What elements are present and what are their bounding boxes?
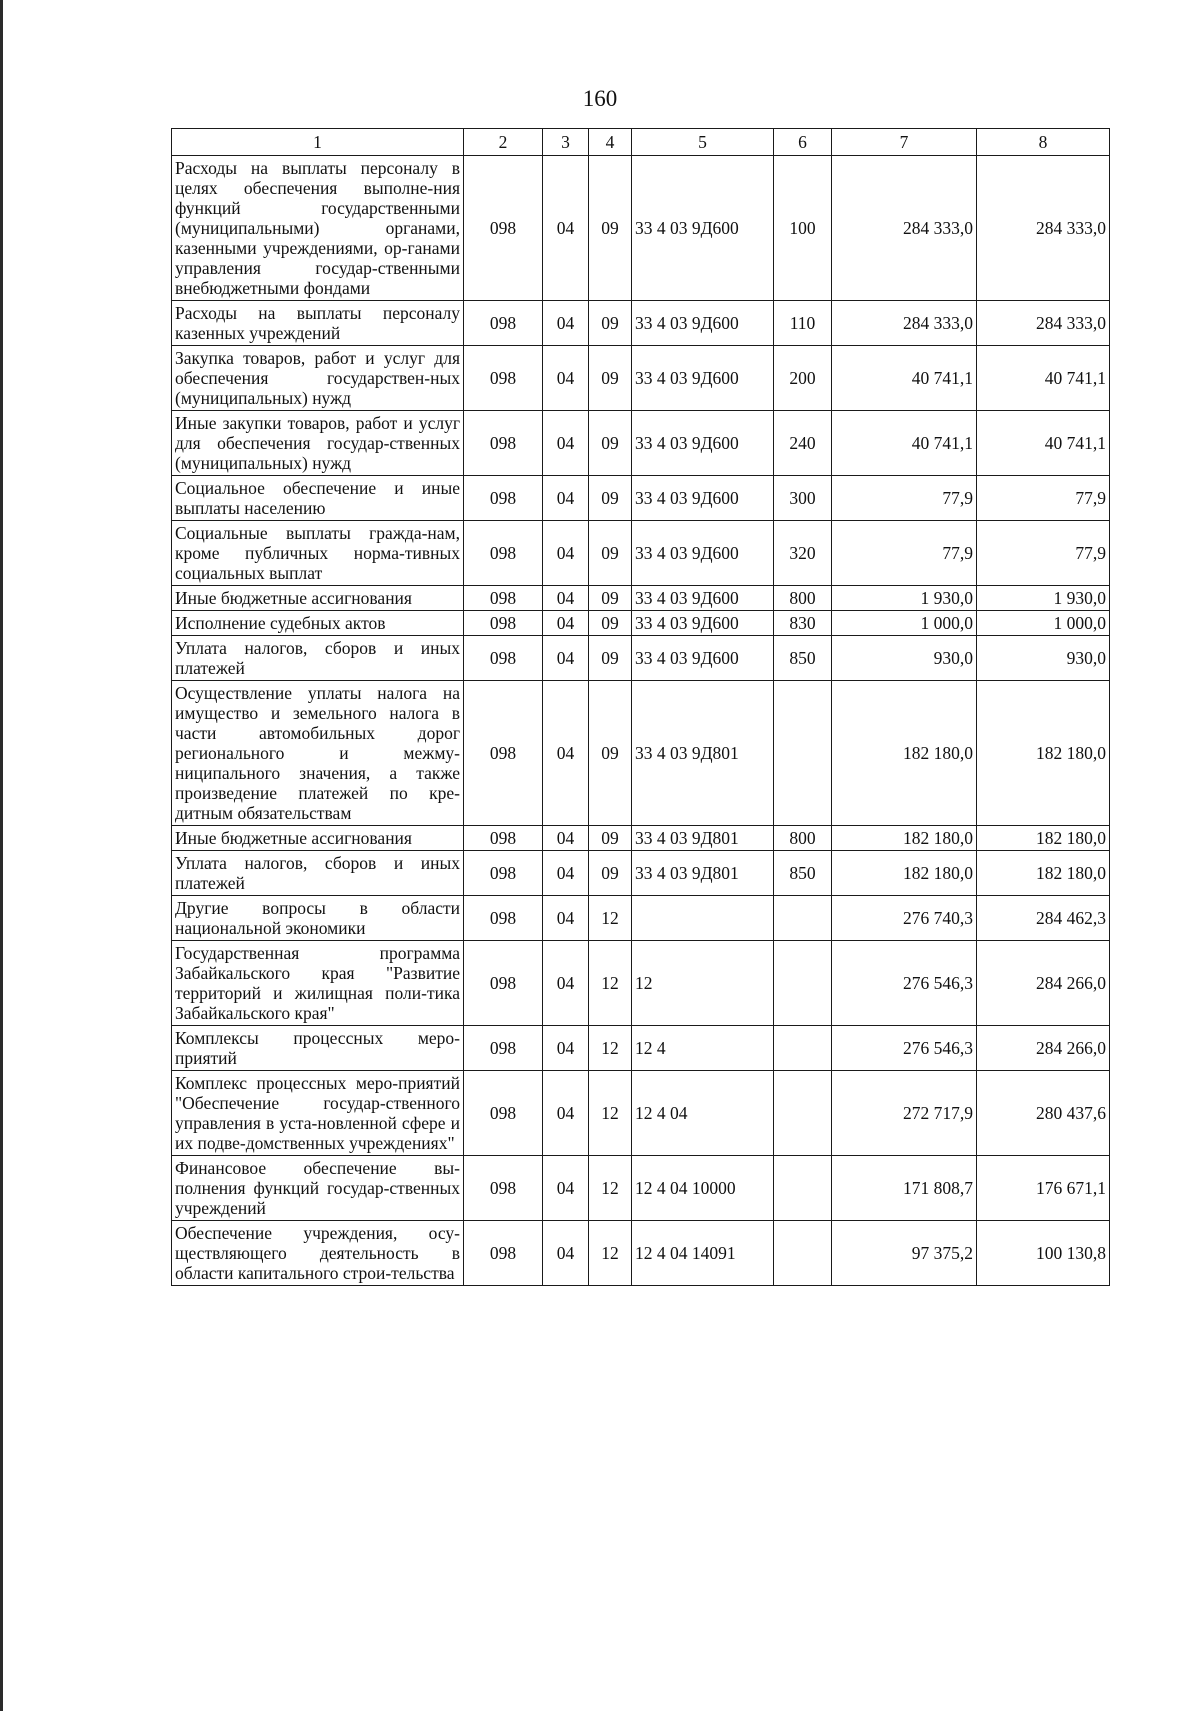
- subsection-code-cell: 12: [589, 1156, 632, 1221]
- budget-table: [171, 128, 1110, 1286]
- amount-year2-cell: 182 180,0: [977, 851, 1110, 896]
- subsection-code-cell: 12: [589, 941, 632, 1026]
- table-row: [172, 636, 1110, 681]
- subsection-code-cell: 12: [589, 1071, 632, 1156]
- grbs-code-cell: 098: [464, 896, 543, 941]
- amount-year2-cell: 176 671,1: [977, 1156, 1110, 1221]
- grbs-code-cell: 098: [464, 156, 543, 301]
- expense-type-cell: [774, 1156, 832, 1221]
- amount-year1-cell: 1 930,0: [832, 586, 977, 611]
- subsection-code-cell: 09: [589, 346, 632, 411]
- expense-type-cell: [774, 896, 832, 941]
- subsection-code-cell: 09: [589, 826, 632, 851]
- expense-name-cell: Исполнение судебных актов: [172, 611, 464, 636]
- column-header: 5: [632, 129, 774, 156]
- expense-type-cell: 320: [774, 521, 832, 586]
- grbs-code-cell: 098: [464, 476, 543, 521]
- subsection-code-cell: 09: [589, 301, 632, 346]
- amount-year1-cell: 182 180,0: [832, 826, 977, 851]
- expense-type-cell: 800: [774, 826, 832, 851]
- grbs-code-cell: 098: [464, 346, 543, 411]
- expense-name-cell: Иные закупки товаров, работ и услуг для обеспечения государ-ственных (муниципальных) нужд: [172, 411, 464, 476]
- scan-edge: [0, 0, 3, 1711]
- section-code-cell: 04: [543, 1221, 589, 1286]
- subsection-code-cell: 12: [589, 1221, 632, 1286]
- table-row: [172, 896, 1110, 941]
- expense-type-cell: 300: [774, 476, 832, 521]
- amount-year1-cell: 284 333,0: [832, 156, 977, 301]
- expense-name-cell: Уплата налогов, сборов и иных платежей: [172, 636, 464, 681]
- amount-year2-cell: 1 930,0: [977, 586, 1110, 611]
- expense-type-cell: 830: [774, 611, 832, 636]
- expense-type-cell: 850: [774, 636, 832, 681]
- expense-name-cell: Другие вопросы в области национальной экономики: [172, 896, 464, 941]
- expense-type-cell: 110: [774, 301, 832, 346]
- amount-year2-cell: 40 741,1: [977, 411, 1110, 476]
- section-code-cell: 04: [543, 521, 589, 586]
- subsection-code-cell: 09: [589, 851, 632, 896]
- amount-year2-cell: 284 333,0: [977, 301, 1110, 346]
- table-row: [172, 1156, 1110, 1221]
- expense-name-cell: Социальные выплаты гражда-нам, кроме публичных норма-тивных социальных выплат: [172, 521, 464, 586]
- table-row: [172, 476, 1110, 521]
- column-header: 4: [589, 129, 632, 156]
- table-row: [172, 1071, 1110, 1156]
- table-row: [172, 1221, 1110, 1286]
- subsection-code-cell: 09: [589, 521, 632, 586]
- amount-year2-cell: 182 180,0: [977, 681, 1110, 826]
- expense-name-cell: Иные бюджетные ассигнования: [172, 826, 464, 851]
- subsection-code-cell: 12: [589, 896, 632, 941]
- amount-year2-cell: 284 333,0: [977, 156, 1110, 301]
- expense-type-cell: 850: [774, 851, 832, 896]
- target-article-cell: 33 4 03 9Д600: [632, 346, 774, 411]
- section-code-cell: 04: [543, 476, 589, 521]
- amount-year1-cell: 182 180,0: [832, 851, 977, 896]
- section-code-cell: 04: [543, 851, 589, 896]
- table-row: [172, 586, 1110, 611]
- subsection-code-cell: 09: [589, 586, 632, 611]
- amount-year1-cell: 272 717,9: [832, 1071, 977, 1156]
- expense-name-cell: Закупка товаров, работ и услуг для обеспечения государствен-ных (муниципальных) нужд: [172, 346, 464, 411]
- table-row: [172, 301, 1110, 346]
- expense-name-cell: Социальное обеспечение и иные выплаты населению: [172, 476, 464, 521]
- section-code-cell: 04: [543, 156, 589, 301]
- amount-year1-cell: 97 375,2: [832, 1221, 977, 1286]
- target-article-cell: 12 4 04 10000: [632, 1156, 774, 1221]
- amount-year1-cell: 276 740,3: [832, 896, 977, 941]
- section-code-cell: 04: [543, 826, 589, 851]
- table-row: [172, 826, 1110, 851]
- column-header: 7: [832, 129, 977, 156]
- table-row: [172, 156, 1110, 301]
- section-code-cell: 04: [543, 681, 589, 826]
- target-article-cell: 33 4 03 9Д600: [632, 611, 774, 636]
- grbs-code-cell: 098: [464, 411, 543, 476]
- section-code-cell: 04: [543, 896, 589, 941]
- grbs-code-cell: 098: [464, 611, 543, 636]
- amount-year2-cell: 930,0: [977, 636, 1110, 681]
- amount-year2-cell: 284 266,0: [977, 1026, 1110, 1071]
- column-header: 6: [774, 129, 832, 156]
- amount-year1-cell: 182 180,0: [832, 681, 977, 826]
- amount-year2-cell: 1 000,0: [977, 611, 1110, 636]
- target-article-cell: 33 4 03 9Д600: [632, 411, 774, 476]
- amount-year1-cell: 171 808,7: [832, 1156, 977, 1221]
- table-row: [172, 521, 1110, 586]
- expense-name-cell: Комплексы процессных меро-приятий: [172, 1026, 464, 1071]
- amount-year2-cell: 280 437,6: [977, 1071, 1110, 1156]
- target-article-cell: 33 4 03 9Д801: [632, 826, 774, 851]
- subsection-code-cell: 09: [589, 611, 632, 636]
- grbs-code-cell: 098: [464, 586, 543, 611]
- section-code-cell: 04: [543, 411, 589, 476]
- grbs-code-cell: 098: [464, 636, 543, 681]
- target-article-cell: 12: [632, 941, 774, 1026]
- grbs-code-cell: 098: [464, 1026, 543, 1071]
- expense-name-cell: Осуществление уплаты налога на имущество и земельного налога в части автомобильных дорог регионального и межму-ниципального значения, а также произведение платежей по кре-дитным обязательствам: [172, 681, 464, 826]
- grbs-code-cell: 098: [464, 826, 543, 851]
- section-code-cell: 04: [543, 1156, 589, 1221]
- expense-name-cell: Обеспечение учреждения, осу-ществляющего деятельность в области капитального строи-тельства: [172, 1221, 464, 1286]
- grbs-code-cell: 098: [464, 521, 543, 586]
- target-article-cell: 33 4 03 9Д801: [632, 851, 774, 896]
- subsection-code-cell: 12: [589, 1026, 632, 1071]
- target-article-cell: 33 4 03 9Д600: [632, 156, 774, 301]
- section-code-cell: 04: [543, 611, 589, 636]
- expense-name-cell: Уплата налогов, сборов и иных платежей: [172, 851, 464, 896]
- amount-year1-cell: 40 741,1: [832, 411, 977, 476]
- section-code-cell: 04: [543, 941, 589, 1026]
- expense-type-cell: 240: [774, 411, 832, 476]
- expense-type-cell: 100: [774, 156, 832, 301]
- section-code-cell: 04: [543, 301, 589, 346]
- table-row: [172, 851, 1110, 896]
- expense-type-cell: [774, 681, 832, 826]
- amount-year1-cell: 284 333,0: [832, 301, 977, 346]
- amount-year2-cell: 182 180,0: [977, 826, 1110, 851]
- target-article-cell: 33 4 03 9Д600: [632, 476, 774, 521]
- amount-year1-cell: 77,9: [832, 521, 977, 586]
- table-body: [172, 156, 1110, 1286]
- expense-name-cell: Расходы на выплаты персоналу в целях обеспечения выполне-ния функций государственными (муниципальными) органами, казенными учреждениями, ор-ганами управления государ-ственными внебюджетными фондами: [172, 156, 464, 301]
- target-article-cell: 33 4 03 9Д600: [632, 301, 774, 346]
- expense-type-cell: [774, 1221, 832, 1286]
- section-code-cell: 04: [543, 1071, 589, 1156]
- subsection-code-cell: 09: [589, 156, 632, 301]
- grbs-code-cell: 098: [464, 1156, 543, 1221]
- expense-name-cell: Расходы на выплаты персоналу казенных учреждений: [172, 301, 464, 346]
- target-article-cell: [632, 896, 774, 941]
- section-code-cell: 04: [543, 346, 589, 411]
- grbs-code-cell: 098: [464, 301, 543, 346]
- amount-year2-cell: 40 741,1: [977, 346, 1110, 411]
- amount-year1-cell: 77,9: [832, 476, 977, 521]
- table-row: [172, 346, 1110, 411]
- amount-year1-cell: 276 546,3: [832, 941, 977, 1026]
- amount-year1-cell: 276 546,3: [832, 1026, 977, 1071]
- target-article-cell: 33 4 03 9Д600: [632, 636, 774, 681]
- target-article-cell: 12 4 04 14091: [632, 1221, 774, 1286]
- subsection-code-cell: 09: [589, 476, 632, 521]
- target-article-cell: 12 4: [632, 1026, 774, 1071]
- expense-name-cell: Финансовое обеспечение вы-полнения функций государ-ственных учреждений: [172, 1156, 464, 1221]
- amount-year2-cell: 77,9: [977, 476, 1110, 521]
- subsection-code-cell: 09: [589, 411, 632, 476]
- amount-year2-cell: 284 266,0: [977, 941, 1110, 1026]
- expense-name-cell: Государственная программа Забайкальского края "Развитие территорий и жилищная поли-тика Забайкальского края": [172, 941, 464, 1026]
- subsection-code-cell: 09: [589, 636, 632, 681]
- amount-year2-cell: 284 462,3: [977, 896, 1110, 941]
- table-row: [172, 941, 1110, 1026]
- table-row: [172, 411, 1110, 476]
- amount-year2-cell: 100 130,8: [977, 1221, 1110, 1286]
- amount-year1-cell: 1 000,0: [832, 611, 977, 636]
- grbs-code-cell: 098: [464, 941, 543, 1026]
- table-row: [172, 1026, 1110, 1071]
- grbs-code-cell: 098: [464, 851, 543, 896]
- header-row: [172, 129, 1110, 156]
- section-code-cell: 04: [543, 1026, 589, 1071]
- amount-year2-cell: 77,9: [977, 521, 1110, 586]
- column-header: 3: [543, 129, 589, 156]
- section-code-cell: 04: [543, 636, 589, 681]
- target-article-cell: 33 4 03 9Д600: [632, 521, 774, 586]
- column-header: 1: [172, 129, 464, 156]
- column-header: 8: [977, 129, 1110, 156]
- target-article-cell: 33 4 03 9Д801: [632, 681, 774, 826]
- section-code-cell: 04: [543, 586, 589, 611]
- expense-type-cell: [774, 1026, 832, 1071]
- table-row: [172, 681, 1110, 826]
- column-header: 2: [464, 129, 543, 156]
- amount-year1-cell: 40 741,1: [832, 346, 977, 411]
- target-article-cell: 33 4 03 9Д600: [632, 586, 774, 611]
- expense-type-cell: [774, 1071, 832, 1156]
- grbs-code-cell: 098: [464, 681, 543, 826]
- expense-name-cell: Иные бюджетные ассигнования: [172, 586, 464, 611]
- expense-name-cell: Комплекс процессных меро-приятий "Обеспечение государ-ственного управления в уста-новленной сфере и их подве-домственных учреждениях": [172, 1071, 464, 1156]
- grbs-code-cell: 098: [464, 1071, 543, 1156]
- target-article-cell: 12 4 04: [632, 1071, 774, 1156]
- table-row: [172, 611, 1110, 636]
- expense-type-cell: [774, 941, 832, 1026]
- subsection-code-cell: 09: [589, 681, 632, 826]
- expense-type-cell: 200: [774, 346, 832, 411]
- grbs-code-cell: 098: [464, 1221, 543, 1286]
- expense-type-cell: 800: [774, 586, 832, 611]
- page-number: 160: [582, 86, 618, 111]
- amount-year1-cell: 930,0: [832, 636, 977, 681]
